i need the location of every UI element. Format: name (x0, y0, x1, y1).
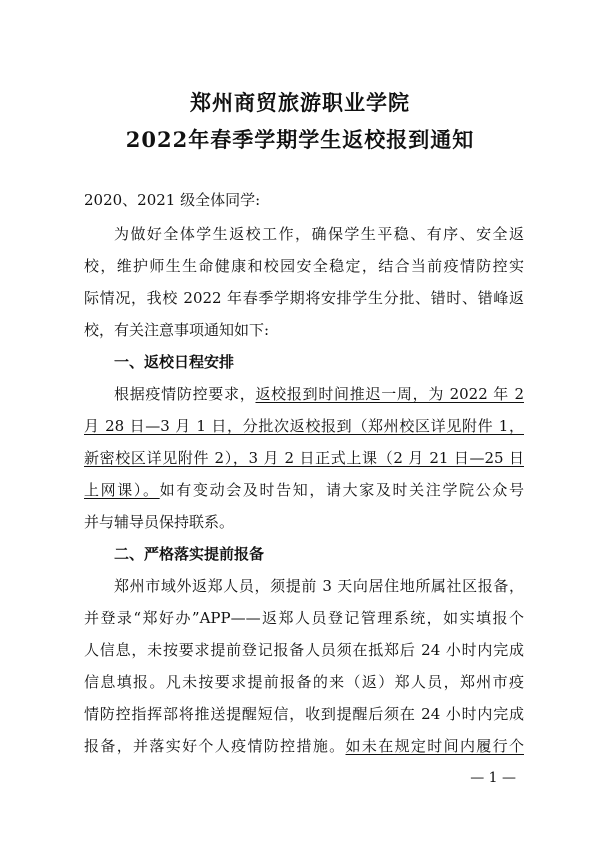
intro-line-3: 际情况，我校 2022 年春季学期将安排学生分批、错时、错峰返 (84, 289, 524, 307)
section-1-line-5: 并与辅导员保持联系。 (84, 513, 235, 531)
section-1-line-4 (84, 480, 524, 500)
section-2-line-4: 信息填报。凡未按要求提前报备的来（返）郑人员，郑州市疫 (84, 673, 524, 691)
intro-line-2: 校，维护师生生命健康和校园安全稳定，结合当前疫情防控实 (84, 257, 524, 275)
online-class-highlight: 上网课）。 (84, 481, 160, 499)
section-1-line-2: 月 28 日—3 月 1 日，分批次返校报到（郑州校区详见附件 1， (84, 417, 524, 435)
section-2-line-6-text: 报备，并落实好个人疫情防控措施。 (84, 737, 346, 755)
section-1-line-1 (114, 384, 524, 404)
section-1-heading: 一、返校日程安排 (114, 353, 235, 371)
intro-line-1: 为做好全体学生返校工作，确保学生平稳、有序、安全返 (114, 225, 524, 243)
page-number: — 1 — (470, 770, 516, 786)
salutation: 2020、2021 级全体同学: (84, 191, 261, 209)
document-title-institution: 郑州商贸旅游职业学院 (190, 90, 410, 115)
section-2-line-1: 郑州市域外返郑人员，须提前 3 天向居住地所属社区报备， (114, 577, 524, 595)
document-title-notice: 2022年春季学期学生返校报到通知 (125, 127, 475, 152)
section-1-line-3: 新密校区详见附件 2），3 月 2 日正式上课（2 月 21 日—25 日 (84, 449, 524, 467)
section-1-line-1-text: 根据疫情防控要求， (114, 385, 256, 403)
section-2-heading: 二、严格落实提前报备 (114, 545, 265, 563)
intro-line-4: 校，有关注意事项通知如下: (84, 321, 270, 339)
deadline-warning-highlight: 如未在规定时间内履行个 (345, 737, 524, 755)
section-2-line-2: 并登录“郑好办”APP——返郑人员登记管理系统，如实填报个 (84, 609, 524, 627)
return-date-highlight: 返校报到时间推迟一周，为 2022 年 2 (255, 385, 524, 403)
section-1-line-4-text: 如有变动会及时告知，请大家及时关注学院公众号 (159, 481, 524, 499)
section-2-line-5: 情防控指挥部将推送提醒短信，收到提醒后须在 24 小时内完成 (84, 705, 524, 723)
section-2-line-6 (84, 736, 524, 756)
section-2-line-3: 人信息，未按要求提前登记报备人员须在抵郑后 24 小时内完成 (84, 641, 524, 659)
